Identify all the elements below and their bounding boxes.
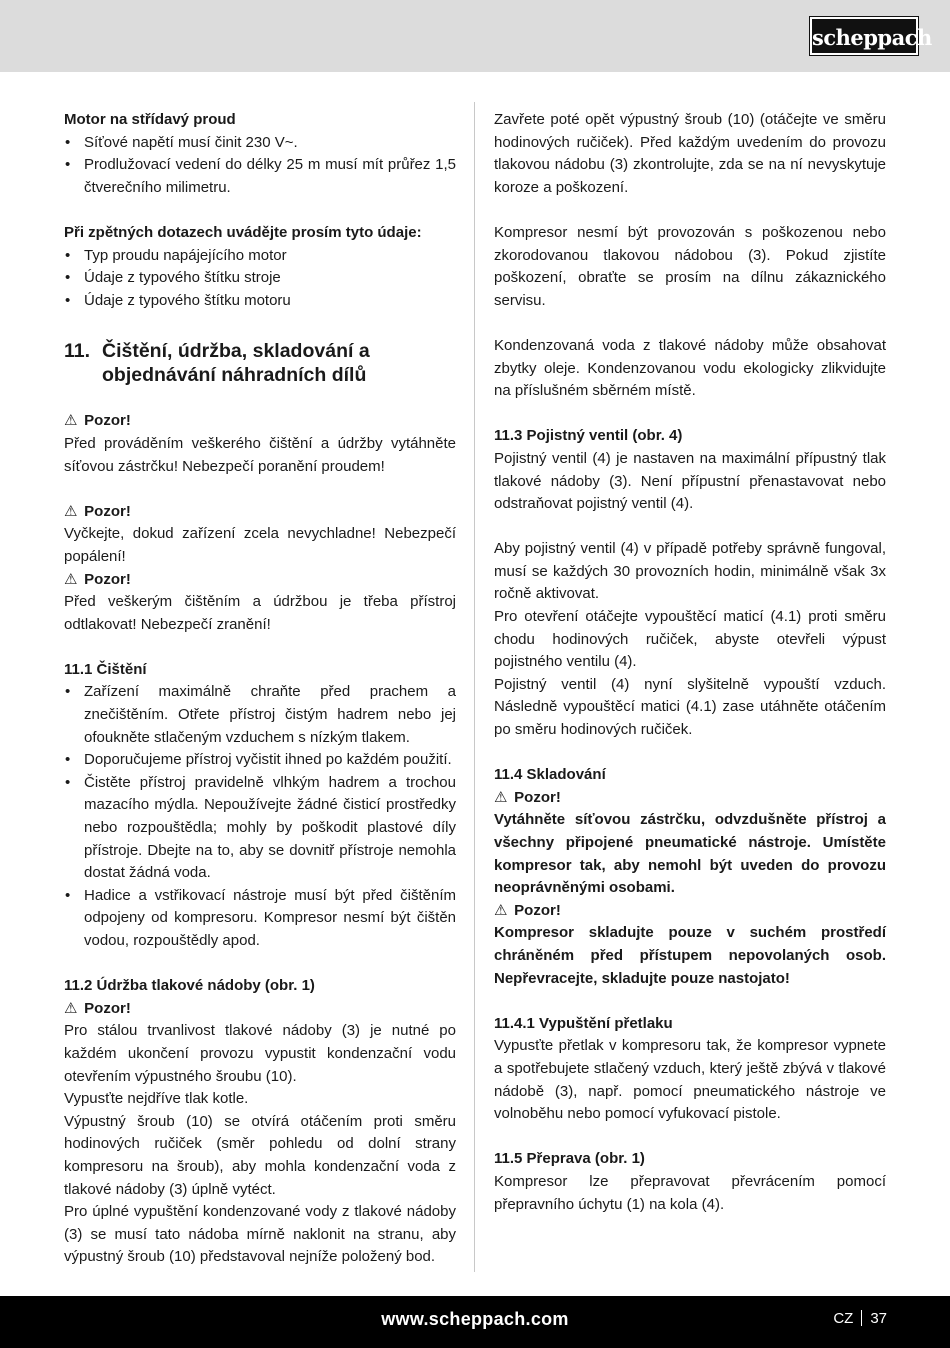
list-item: • Čistěte přístroj pravidelně vlhkým hadrem a trochou mazacího mýdla. Nepoužívejte žádné čisticí prostředky nebo rozpouštědla; mohly by poškodit plastové díly přístroje. Dbejte na to, aby se dovnitř přístroje nemohla dostat žádná voda. (64, 772, 456, 885)
right-column (494, 109, 886, 1216)
warning-heading (494, 787, 886, 810)
left-column (64, 109, 456, 1269)
paragraph: Pojistný ventil (4) je nastaven na maximální přípustný tlak tlakové nádoby (3). Není přípustní přenastavovat nebo odstraňovat pojistný ventil (4). (494, 449, 886, 513)
motor-ac-list (64, 132, 456, 200)
page-number: 37 (870, 1310, 887, 1327)
warning-label: Pozor! (84, 412, 131, 430)
separator (861, 1310, 862, 1326)
page-info (833, 1296, 887, 1342)
warning-label: Pozor! (84, 570, 131, 588)
paragraph: Výpustný šroub (10) se otvírá otáčením proti směru hodinových ručiček (směr pohledu od dolní strany kompresoru na šroub), aby mohla kondenzační voda z tlakové nádoby (3) úplně vytéct. (64, 1112, 456, 1198)
warning-triangle-icon: ⚠ (64, 412, 78, 430)
warning-triangle-icon: ⚠ (64, 570, 78, 588)
list-item: • Hadice a vstřikovací nástroje musí být před čištěním odpojeny od kompresoru. Kompresor nesmí být čištěn vodou, rozpouštědly apod. (64, 885, 456, 953)
warning-heading (64, 569, 456, 592)
warning-heading (64, 410, 456, 433)
scheppach-logo: scheppach (810, 17, 918, 55)
list-item: • Údaje z typového štítku stroje (64, 267, 456, 290)
paragraph: Pro úplné vypuštění kondenzované vody z tlakové nádoby (3) se musí tato nádoba mírně naklonit na stranu, aby výpustný šroub (10) představoval nejníže položený bod. (64, 1203, 456, 1266)
warning-triangle-icon: ⚠ (494, 901, 508, 919)
warning-text: Před prováděním veškerého čištění a údržby vytáhněte síťovou zástrčku! Nebezpečí poranění proudem! (64, 434, 456, 475)
paragraph: Vypusťte nejdříve tlak kotle. (64, 1090, 249, 1108)
paragraph: Aby pojistný ventil (4) v případě potřeby správně fungoval, musí se každých 30 provozních hodin, minimálně však 3x ročně aktivovat. (494, 540, 886, 603)
section-title: Čištění, údržba, skladování a objednávání náhradních dílů (102, 340, 370, 387)
warning-heading (64, 501, 456, 524)
warning-text: Před veškerým čištěním a údržbou je třeba přístroj odtlakovat! Nebezpečí zranění! (64, 593, 456, 633)
subsection-11-4-heading: 11.4 Skladování (494, 766, 606, 784)
subsection-11-3-heading: 11.3 Pojistný ventil (obr. 4) (494, 427, 683, 445)
warning-label: Pozor! (84, 502, 131, 520)
warning-text: Vytáhněte síťovou zástrčku, odvzdušněte přístroj a všechny připojené pneumatické nástroje. Umístěte kompresor tak, aby nemohl být uveden do provozu neoprávněnými osobami. (494, 811, 886, 897)
cleaning-list (64, 681, 456, 952)
warning-triangle-icon: ⚠ (64, 502, 78, 520)
website-link[interactable]: www.scheppach.com (381, 1309, 569, 1329)
paragraph: Pojistný ventil (4) nyní slyšitelně vypouští vzduch. Následně vypouštěcí matici (4.1) zase utáhněte otáčením po směru hodinových ručiček. (494, 675, 886, 739)
language-code: CZ (833, 1310, 854, 1327)
warning-label: Pozor! (514, 901, 561, 919)
warning-triangle-icon: ⚠ (64, 999, 78, 1017)
subsection-11-5-heading: 11.5 Přeprava (obr. 1) (494, 1150, 645, 1168)
subsection-11-4-1-heading: 11.4.1 Vypuštění přetlaku (494, 1014, 673, 1032)
warning-text: Vyčkejte, dokud zařízení zcela nevychladne! Nebezpečí popálení! (64, 525, 456, 565)
list-item: • Prodlužovací vedení do délky 25 m musí mít průřez 1,5 čtverečního milimetru. (64, 154, 456, 199)
paragraph: Kompresor nesmí být provozován s poškozenou nebo zkorodovanou tlakovou nádobou (3). Pokud zjistíte poškození, obraťte se prosím na dílnu zákaznického servisu. (494, 223, 886, 309)
warning-label: Pozor! (514, 788, 561, 806)
warning-heading (64, 998, 456, 1021)
warning-heading (494, 900, 886, 923)
inquiry-heading: Při zpětných dotazech uvádějte prosím tyto údaje: (64, 223, 422, 241)
list-item: • Údaje z typového štítku motoru (64, 290, 456, 313)
paragraph: Zavřete poté opět výpustný šroub (10) (otáčejte ve směru hodinových ručiček). Před každým uvedením do provozu tlakovou nádobu (3) zkontrolujte, zda se na ní nevyskytuje koroze a poškození. (494, 111, 886, 196)
paragraph: Kompresor lze přepravovat převrácením pomocí přepravního úchytu (1) na kola (4). (494, 1172, 886, 1213)
warning-text: Kompresor skladujte pouze v suchém prostředí chráněném před přístupem nepovolaných osob. Nepřevracejte, skladujte pouze nastojato! (494, 924, 886, 987)
list-item: • Doporučujeme přístroj vyčistit ihned po každém použití. (64, 749, 456, 772)
section-number: 11. (64, 340, 91, 363)
inquiry-list (64, 245, 456, 313)
list-item: • Síťové napětí musí činit 230 V~. (64, 132, 456, 155)
column-divider (474, 102, 475, 1272)
list-item: • Typ proudu napájejícího motor (64, 245, 456, 268)
paragraph: Pro stálou trvanlivost tlakové nádoby (3) je nutné po každém ukončení provozu vypustit kondenzační vodu otevřením výpustného šroubu (10). (64, 1022, 456, 1085)
subsection-11-2-heading: 11.2 Údržba tlakové nádoby (obr. 1) (64, 977, 315, 995)
footer-band (0, 1296, 950, 1348)
list-item: • Zařízení maximálně chraňte před prachem a znečištěním. Otřete přístroj čistým hadrem nebo jej ofoukněte stlačeným vzduchem s nízkým tlakem. (64, 681, 456, 749)
section-11-heading (64, 339, 456, 387)
subsection-11-1-heading: 11.1 Čištění (64, 660, 147, 678)
warning-label: Pozor! (84, 999, 131, 1017)
paragraph: Pro otevření otáčejte vypouštěcí maticí (4.1) proti směru chodu hodinových ručiček, abyste otevřeli výpust pojistného ventilu (4). (494, 608, 886, 671)
paragraph: Vypusťte přetlak v kompresoru tak, že kompresor vypnete a spotřebujete stlačený vzduch, který ještě zbývá v tlakové nádobě (3), např. pomocí pneumatického nástroje ve volnoběhu nebo pomocí vyfukovací pistole. (494, 1037, 886, 1123)
warning-triangle-icon: ⚠ (494, 788, 508, 806)
paragraph: Kondenzovaná voda z tlakové nádoby může obsahovat zbytky oleje. Kondenzovanou vodu ekologicky zlikvidujte na příslušném sběrném místě. (494, 336, 886, 400)
motor-ac-heading: Motor na střídavý proud (64, 111, 236, 128)
header-band (0, 0, 950, 72)
